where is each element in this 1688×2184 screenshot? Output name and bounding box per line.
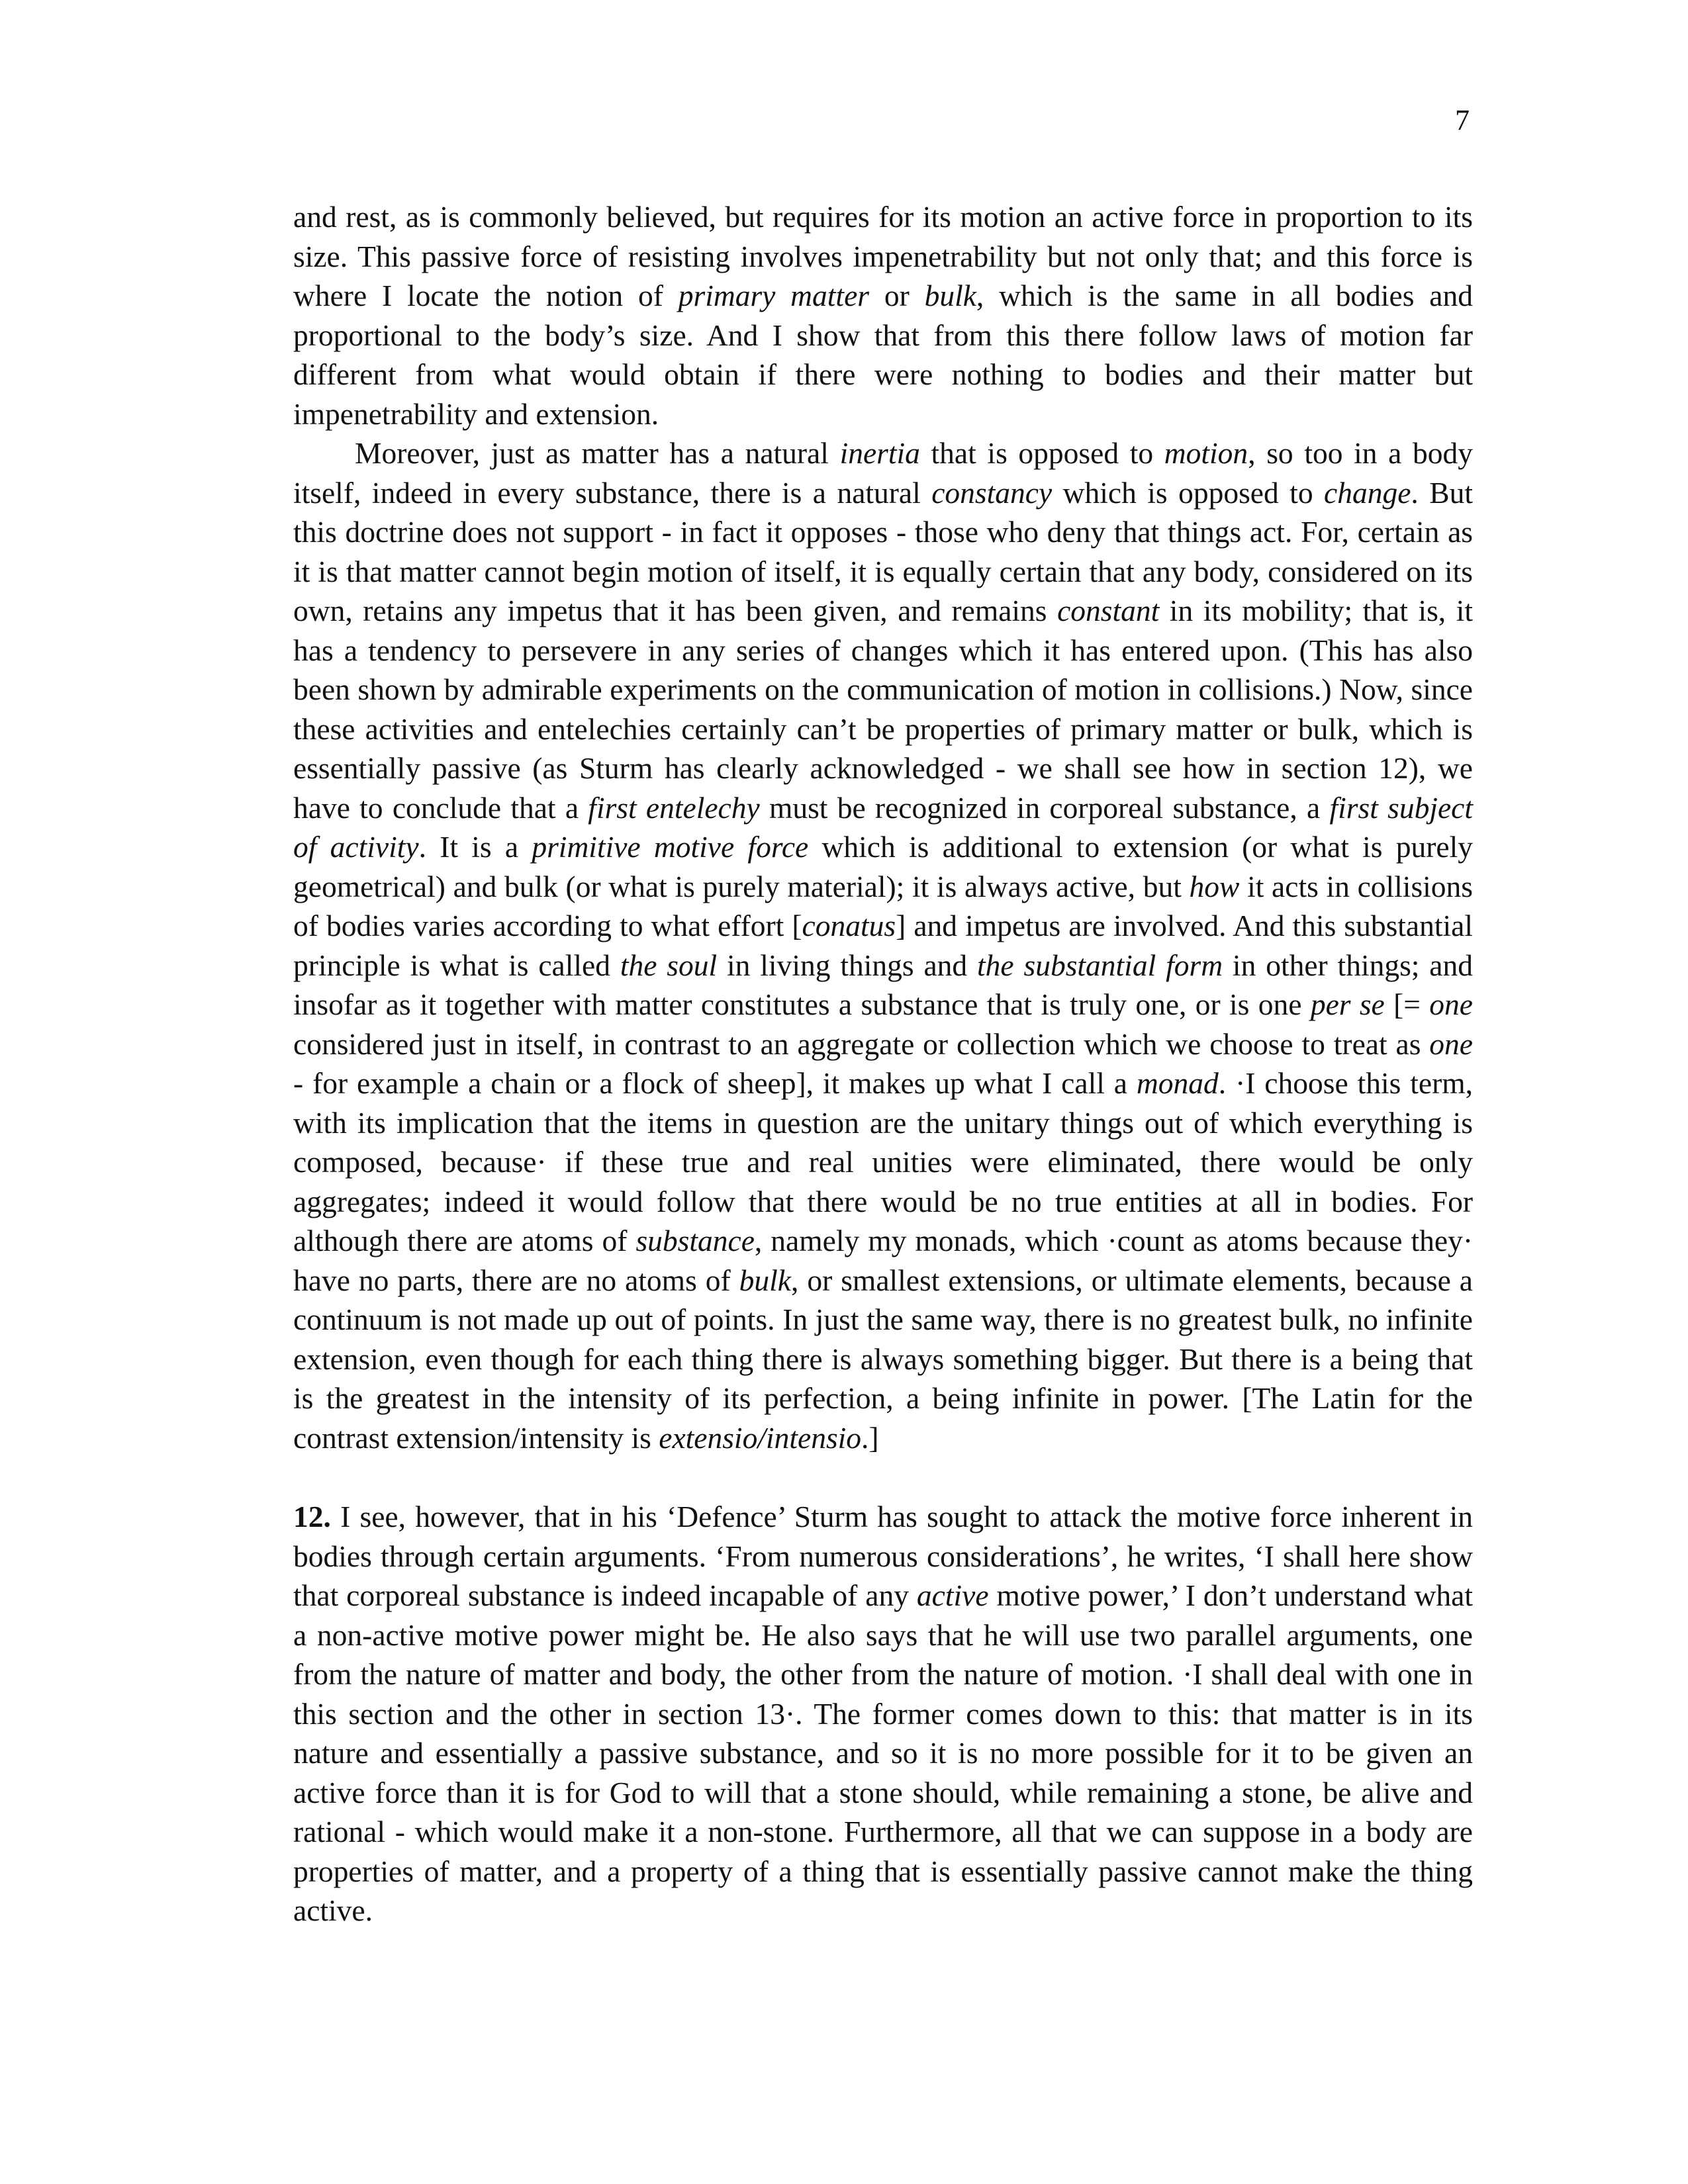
italic-text: primitive motive force xyxy=(532,830,809,864)
text-run: motive power,’ I don’t understand what a non-active motive power might be. He also says that he will use two parallel arguments, one from the nature of matter and body, the other from the nature of motion. ·I shall deal with one in this section and the other in section 13·. The former comes down to this: that matter is in its nature and essentially a passive substance, and so it is no more possible for it to be given an active force than it is for God to will that a stone should, while remaining a stone, be alive and rational - which would make it a non-stone. Furthermore, all that we can suppose in a body are properties of matter, and a property of a thing that is essentially passive cannot make the thing active. xyxy=(293,1578,1473,1927)
text-run: which is additional to extension (or what is purely geometrical) and bulk (or what is purely material); it is always active, but xyxy=(293,830,1473,903)
italic-text: substance xyxy=(635,1224,755,1257)
text-run: , namely my monads, which ·count as atoms because they· have no parts, there are no atoms of xyxy=(293,1224,1473,1297)
italic-text: the soul xyxy=(620,948,718,982)
italic-text: constant xyxy=(1057,594,1160,627)
italic-text: the substantial form xyxy=(977,948,1223,982)
paragraph-section-12 xyxy=(293,1497,1473,1931)
text-run: or xyxy=(868,279,925,312)
italic-text: one xyxy=(1429,987,1473,1021)
text-run: . It is a xyxy=(418,830,532,864)
italic-text: active xyxy=(916,1578,989,1612)
italic-text: extensio/intensio xyxy=(659,1420,862,1455)
text-run: I see, however, that in his ‘Defence’ Sturm has sought to attack the motive force inherent in bodies through certain arguments. ‘From numerous considerations’, he writes, ‘I shall here show that corporeal substance is indeed incapable of any xyxy=(293,1500,1473,1612)
text-run: in living things and xyxy=(717,948,978,982)
text-run: which is opposed to xyxy=(1052,475,1325,510)
text-run: . ·I choose this term, with its implication that the items in question are the unitary things out of which everything is composed, because· if these true and real unities were eliminated, there would be only aggregates; indeed it would follow that there would be no true entities at all in bodies. For although there are atoms of xyxy=(293,1066,1473,1257)
italic-text: how xyxy=(1189,869,1240,903)
body-text xyxy=(293,197,1473,1931)
text-run: it acts in collisions of bodies varies according to what effort [ xyxy=(293,869,1473,942)
text-run: . But this doctrine does not support - in fact it opposes - those who deny that things act. For, certain as it is that matter cannot begin motion of itself, it is equally certain that any body, considered on its own, retains any impetus that it has been given, and remains xyxy=(293,475,1473,627)
italic-text: monad xyxy=(1136,1066,1219,1100)
page-number: 7 xyxy=(1455,104,1470,136)
italic-text: bulk xyxy=(924,279,976,312)
italic-text: first subject of activity xyxy=(293,790,1473,864)
text-run: in other things; and insofar as it together with matter constitutes a substance that is truly one, or is one xyxy=(293,948,1474,1021)
italic-text: change xyxy=(1324,475,1411,510)
text-run: [= xyxy=(1384,987,1430,1021)
text-run: , or smallest extensions, or ultimate elements, because a continuum is not made up out of points. In just the same way, there is no greatest bulk, no infinite extension, even though for each thing there is always something bigger. But there is a being that is the greatest in the intensity of its perfection, a being infinite in power. [The Latin for the contrast extension/intensity is xyxy=(293,1263,1473,1455)
text-run: Moreover, just as matter has a natural xyxy=(355,436,840,470)
text-run: that is opposed to xyxy=(919,436,1164,470)
text-run: considered just in itself, in contrast to an aggregate or collection which we choose to treat as xyxy=(293,1026,1430,1061)
italic-text: motion xyxy=(1164,436,1248,470)
text-run: - for example a chain or a flock of sheep], it makes up what I call a xyxy=(293,1066,1137,1100)
paragraph-inertia-constancy xyxy=(293,433,1473,1457)
italic-text: one xyxy=(1429,1026,1473,1061)
text-run: must be recognized in corporeal substance, a xyxy=(759,790,1330,825)
text-run: .] xyxy=(861,1420,879,1455)
text-run: and rest, as is commonly believed, but requires for its motion an active force in proportion to its size. This passive force of resisting involves impenetrability but not only that; and this force is where I locate the notion of xyxy=(293,200,1473,312)
italic-text: first entelechy xyxy=(588,790,760,825)
text-run: in its mobility; that is, it has a tendency to persevere in any series of changes which it has entered upon. (This has also been shown by admirable experiments on the communication of motion in collisions.) Now, since these activities and entelechies certainly can’t be properties of primary matter or bulk, which is essentially passive (as Sturm has clearly acknowledged - we shall see how in section 12), we have to conclude that a xyxy=(293,594,1473,825)
italic-text: constancy xyxy=(931,475,1053,510)
text-run: ] and impetus are involved. And this substantial principle is what is called xyxy=(293,909,1473,982)
text-run: , so too in a body itself, indeed in every substance, there is a natural xyxy=(293,436,1474,510)
section-number: 12. xyxy=(293,1500,331,1533)
italic-text: primary matter xyxy=(678,279,869,312)
italic-text: bulk xyxy=(739,1263,791,1297)
italic-text: inertia xyxy=(839,436,920,470)
paragraph-continuation xyxy=(293,197,1473,433)
text-run: , which is the same in all bodies and proportional to the body’s size. And I show that from this there follow laws of motion far different from what would obtain if there were nothing to bodies and their matter but impenetrability and extension. xyxy=(293,279,1473,431)
italic-text: per se xyxy=(1310,987,1385,1021)
italic-text: conatus xyxy=(802,909,896,942)
